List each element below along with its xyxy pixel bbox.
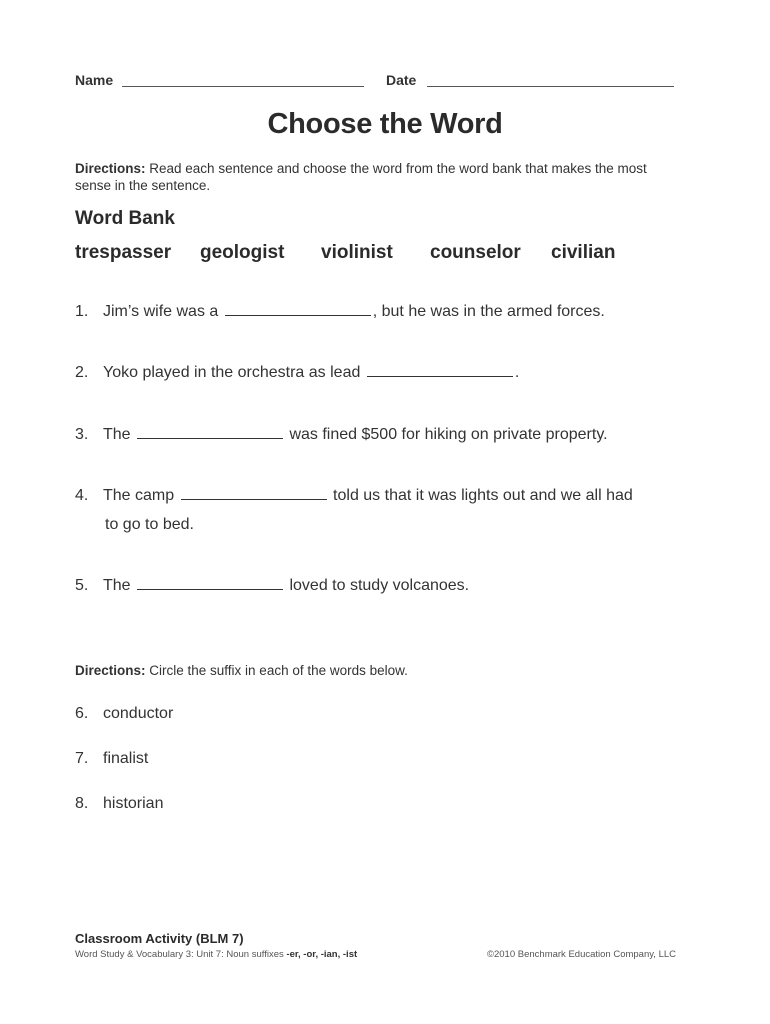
- question-text-after: told us that it was lights out and we all had: [328, 487, 633, 504]
- word-bank-word: civilian: [551, 242, 616, 263]
- question-item: [75, 571, 695, 600]
- suffix-number: 6.: [75, 705, 89, 722]
- question-number: 5.: [75, 577, 89, 594]
- directions-text: Circle the suffix in each of the words below.: [145, 663, 408, 678]
- question-continuation: to go to bed.: [105, 516, 194, 533]
- directions-lead: Directions:: [75, 161, 146, 176]
- question-item: [75, 358, 695, 387]
- name-label: Name: [75, 72, 114, 88]
- footer-copyright: ©2010 Benchmark Education Company, LLC: [486, 949, 676, 960]
- question-text-after: loved to study volcanoes.: [285, 577, 470, 594]
- question-text-after: .: [514, 364, 520, 381]
- question-item: [75, 481, 695, 539]
- name-line: [122, 86, 364, 87]
- directions-text: Read each sentence and choose the word from the word bank that makes the most sense in the sentence.: [75, 161, 647, 193]
- question-text-before: The camp: [103, 487, 179, 504]
- suffix-item: [75, 750, 148, 768]
- question-text-after: was fined $500 for hiking on private property.: [285, 426, 608, 443]
- suffix-word[interactable]: historian: [103, 795, 164, 812]
- date-line: [427, 86, 674, 87]
- page-title: Choose the Word: [267, 108, 503, 140]
- word-bank-word: violinist: [321, 242, 393, 263]
- question-number: 1.: [75, 303, 89, 320]
- date-label: Date: [386, 72, 417, 88]
- word-bank-word: geologist: [200, 242, 285, 263]
- footer-subtitle-text: Word Study & Vocabulary 3: Unit 7: Noun suffixes: [75, 949, 287, 960]
- question-item: [75, 420, 695, 449]
- word-bank-word: trespasser: [75, 242, 172, 263]
- footer-subtitle: [75, 949, 357, 960]
- question-text-before: The: [103, 426, 136, 443]
- answer-blank[interactable]: [181, 483, 327, 500]
- suffix-number: 8.: [75, 795, 89, 812]
- answer-blank[interactable]: [225, 299, 371, 316]
- directions-lead: Directions:: [75, 663, 146, 678]
- word-bank-heading: Word Bank: [75, 208, 175, 229]
- answer-blank[interactable]: [137, 422, 283, 439]
- footer-title: Classroom Activity (BLM 7): [75, 931, 244, 946]
- footer-suffix-list: -er, -or, -ian, -ist: [286, 949, 358, 960]
- answer-blank[interactable]: [367, 360, 513, 377]
- name-date-row: [75, 72, 675, 92]
- answer-blank[interactable]: [137, 573, 283, 590]
- suffix-word[interactable]: conductor: [103, 705, 174, 722]
- question-item: [75, 297, 695, 326]
- directions-choose-word: [75, 160, 685, 194]
- directions-circle-suffix: [75, 662, 685, 679]
- question-text-before: The: [103, 577, 136, 594]
- word-bank-word: counselor: [430, 242, 521, 263]
- question-number: 4.: [75, 487, 89, 504]
- suffix-item: [75, 705, 173, 723]
- suffix-word[interactable]: finalist: [103, 750, 149, 767]
- suffix-item: [75, 795, 163, 813]
- question-text-after: , but he was in the armed forces.: [372, 303, 605, 320]
- question-number: 3.: [75, 426, 89, 443]
- question-text-before: Jim’s wife was a: [103, 303, 223, 320]
- suffix-number: 7.: [75, 750, 89, 767]
- question-text-before: Yoko played in the orchestra as lead: [103, 364, 365, 381]
- question-number: 2.: [75, 364, 89, 381]
